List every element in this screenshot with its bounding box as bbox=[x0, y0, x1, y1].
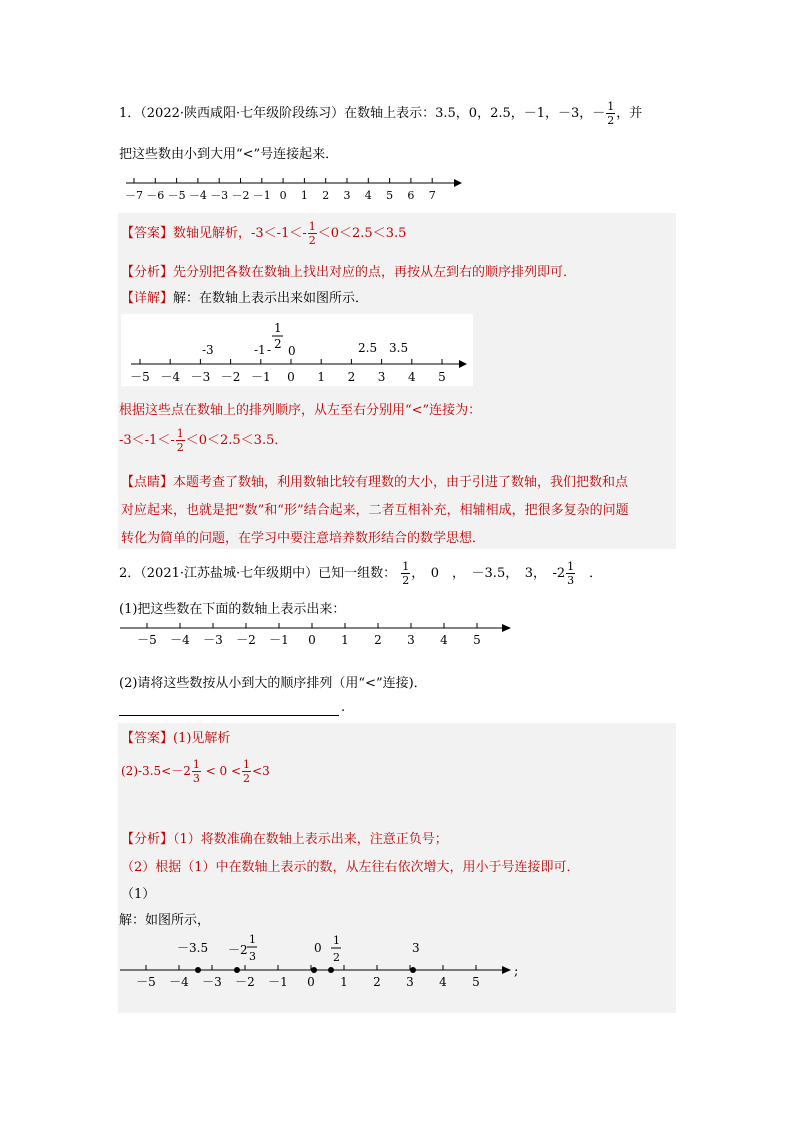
axis-tick-label: 5 bbox=[438, 370, 446, 384]
axis-tick-label: －7 bbox=[125, 189, 143, 202]
q2-sub2: (2)请将这些数按从小到大的顺序排列（用“<”连接)． bbox=[119, 676, 427, 691]
number-line-figure-1 bbox=[121, 314, 473, 386]
axis-tick-label: －4 bbox=[169, 975, 189, 989]
axis-tick-label: 1 bbox=[300, 189, 308, 202]
svg-text:3: 3 bbox=[412, 941, 420, 955]
axis-tick-label: －1 bbox=[250, 370, 271, 384]
axis-tick-label: 6 bbox=[407, 189, 415, 202]
svg-text:2: 2 bbox=[333, 951, 340, 964]
axis-tick-label: －3 bbox=[210, 189, 229, 202]
svg-text:0: 0 bbox=[314, 941, 322, 955]
svg-text:-1: -1 bbox=[254, 343, 266, 357]
axis-tick-label: 4 bbox=[440, 633, 448, 647]
axis-tick-label: －6 bbox=[146, 189, 165, 202]
axis-tick-label: －5 bbox=[136, 975, 156, 989]
axis-tick-label: 5 bbox=[386, 189, 394, 202]
axis-tick-label: －2 bbox=[235, 975, 255, 989]
fraction: $\frac{1}{2}$ bbox=[308, 220, 316, 247]
q1-stem-line2: 把这些数由小到大用“<”号连接起来． bbox=[119, 147, 339, 162]
svg-text:3: 3 bbox=[249, 950, 256, 963]
q2-sub1: (1)把这些数在下面的数轴上表示出来： bbox=[119, 602, 346, 617]
q1-analysis: 【分析】先分别把各数在数轴上找出对应的点，再按从左到右的顺序排列即可． bbox=[121, 265, 577, 280]
q2-answer-part1: 【答案】(1)见解析 bbox=[121, 731, 231, 746]
point-neg-2-1-3 bbox=[234, 967, 240, 973]
svg-text:-3: -3 bbox=[202, 343, 214, 357]
axis-tick-label: －4 bbox=[188, 189, 207, 202]
point-three bbox=[410, 967, 416, 973]
axis-tick-label: －1 bbox=[252, 189, 271, 202]
svg-text:1: 1 bbox=[249, 933, 256, 946]
axis-tick-label: －4 bbox=[160, 370, 181, 384]
number-line-q2 bbox=[118, 620, 518, 650]
fraction: $\frac{1}{2}$ bbox=[607, 100, 615, 127]
axis-tick-label: －2 bbox=[236, 633, 256, 647]
svg-text:0: 0 bbox=[288, 344, 296, 358]
fraction: $\frac{1}{2}$ bbox=[176, 427, 184, 454]
axis-tick-label: 0 bbox=[279, 189, 287, 202]
axis-tick-label: －3 bbox=[202, 975, 222, 989]
point-half bbox=[328, 967, 334, 973]
axis-tick-label: －3 bbox=[203, 633, 223, 647]
q2-analysis: 【分析】（1）将数准确在数轴上表示出来，注意正负号； （2）根据（1）中在数轴上表示的数，从左往右依次增大，用小于号连接即可． bbox=[121, 832, 580, 875]
number-line-figure-2 bbox=[118, 930, 528, 1002]
point-zero bbox=[311, 967, 317, 973]
axis-tick-label: 3 bbox=[406, 975, 414, 989]
axis-tick-label: 2 bbox=[347, 370, 356, 384]
q1-stem-line1: 1．（2022·陕西咸阳·七年级阶段练习）在数轴上表示：3.5，0，2.5，－1，－3，－ $\frac{1}{2}$ ，并 bbox=[119, 100, 643, 127]
svg-text:1: 1 bbox=[274, 321, 282, 335]
axis-tick-label: －1 bbox=[269, 633, 289, 647]
svg-text:2.5: 2.5 bbox=[358, 341, 378, 355]
svg-text:2: 2 bbox=[274, 337, 282, 351]
axis-tick-label: 7 bbox=[428, 189, 436, 202]
axis-tick-label: －5 bbox=[130, 370, 150, 384]
axis-tick-label: 4 bbox=[364, 189, 372, 202]
q2-solution: 解：如图所示， bbox=[119, 913, 211, 928]
q1-answer: 【答案】数轴见解析，-3＜-1＜- $\frac{1}{2}$ ＜0＜2.5＜3.5 bbox=[121, 220, 407, 247]
axis-tick-label: 0 bbox=[287, 370, 295, 384]
axis-tick-label: 3 bbox=[377, 370, 386, 384]
q1-detail: 【详解】解：在数轴上表示出来如图所示． bbox=[121, 291, 369, 306]
axis-tick-label: －3 bbox=[190, 370, 211, 384]
svg-text:－3.5: －3.5 bbox=[177, 941, 209, 955]
axis-tick-label: 0 bbox=[308, 633, 316, 647]
axis-tick-label: 5 bbox=[473, 633, 481, 647]
number-line-q1 bbox=[120, 174, 465, 208]
axis-tick-label: 1 bbox=[341, 633, 349, 647]
point-neg-3-5 bbox=[195, 967, 201, 973]
axis-tick-label: －4 bbox=[170, 633, 190, 647]
axis-tick-label: 4 bbox=[439, 975, 447, 989]
axis-tick-label: 3 bbox=[407, 633, 415, 647]
q1-comment: 【点睛】本题考查了数轴，利用数轴比较有理数的大小，由于引进了数轴，我们把数和点 对应起来，也就是把“数”和“形”结合起来，二者互相补充，相辅相成，把很多复杂的问题 转化为简单的问题，在学习中要注意培养数形结合的数学思想． bbox=[121, 475, 629, 546]
axis-tick-label: －5 bbox=[137, 633, 157, 647]
axis-tick-label: －2 bbox=[220, 370, 241, 384]
axis-tick-label: －1 bbox=[268, 975, 288, 989]
answer-blank[interactable] bbox=[119, 711, 339, 716]
axis-tick-label: －2 bbox=[231, 189, 250, 202]
q1-order-line: 根据这些点在数轴上的排列顺序，从左至右分别用“<”连接为： bbox=[119, 403, 482, 418]
axis-tick-label: 2 bbox=[374, 633, 382, 647]
svg-text:－2: －2 bbox=[228, 943, 248, 957]
q2-answer-part2: (2)-3.5<－2 $\frac{1}{3}$ < 0 < $\frac{1}{2}$ <3 bbox=[121, 758, 270, 785]
q1-order-result: -3＜-1＜- $\frac{1}{2}$ ＜0＜2.5＜3.5． bbox=[119, 427, 288, 454]
axis-tick-label: 3 bbox=[343, 189, 351, 202]
svg-text:3.5: 3.5 bbox=[389, 341, 409, 355]
axis-tick-label: 5 bbox=[472, 975, 480, 989]
axis-tick-label: 0 bbox=[307, 975, 315, 989]
svg-text:1: 1 bbox=[333, 934, 340, 947]
q2-stem: 2．（2021·江苏盐城·七年级期中）已知一组数： $\frac{1}{2}$ ， 0 ， －3.5， 3， -2 $\frac{1}{3}$ ． bbox=[119, 560, 603, 587]
axis-tick-label: 2 bbox=[322, 189, 330, 202]
axis-tick-label: 1 bbox=[317, 370, 326, 384]
q1-figure bbox=[121, 314, 473, 386]
axis-tick-label: 2 bbox=[373, 975, 381, 989]
axis-tick-label: －5 bbox=[167, 189, 186, 202]
q2-part1-label: （1） bbox=[121, 887, 156, 902]
axis-tick-label: 1 bbox=[340, 975, 348, 989]
svg-text:-: - bbox=[267, 343, 272, 357]
axis-tick-label: 4 bbox=[407, 370, 416, 384]
blank-end: . bbox=[341, 700, 346, 715]
svg-text:;: ; bbox=[514, 964, 519, 979]
